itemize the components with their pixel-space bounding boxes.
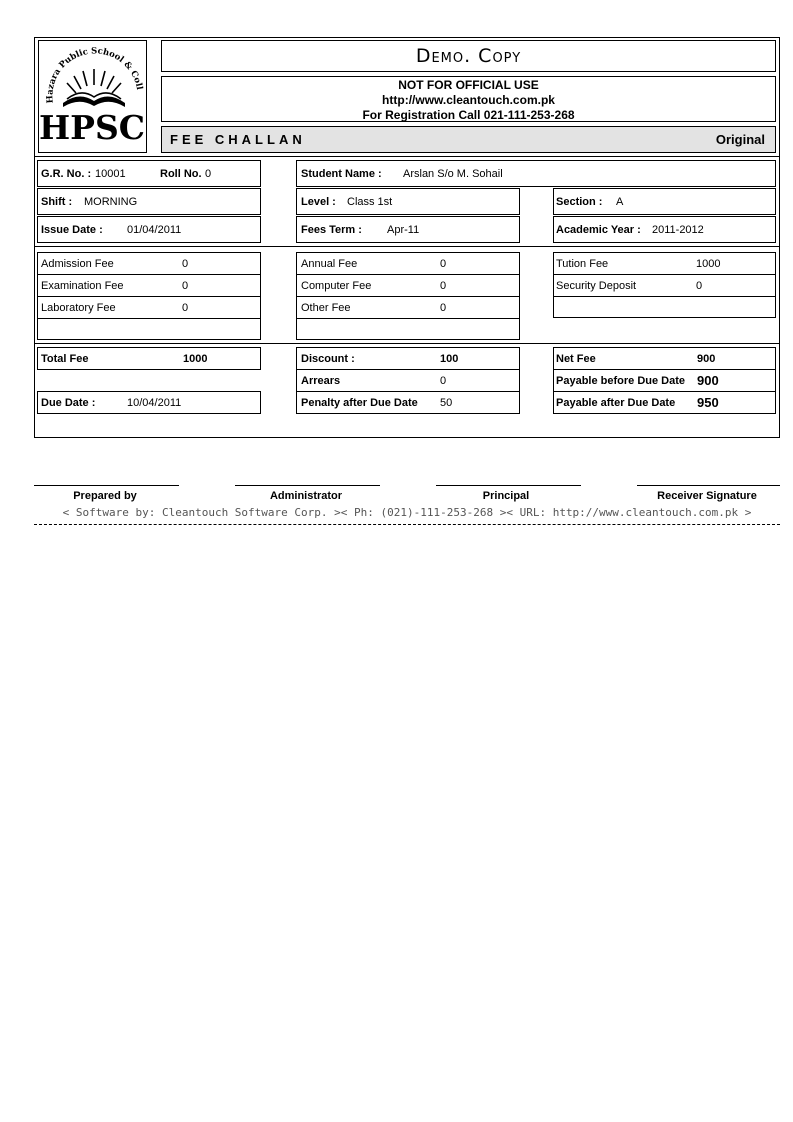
total-fee-label: Total Fee: [41, 352, 89, 365]
fee-value: 0: [696, 279, 703, 292]
academic-year-label: Academic Year :: [556, 223, 641, 236]
penalty-value: 50: [440, 396, 453, 409]
receiver-signature-line: [637, 485, 780, 486]
registration-phone: For Registration Call 021-111-253-268: [362, 108, 575, 122]
due-date-label: Due Date :: [41, 396, 96, 409]
penalty-label: Penalty after Due Date: [301, 396, 418, 409]
issue-date-label: Issue Date :: [41, 223, 103, 236]
gr-roll-box: [37, 160, 261, 187]
arrears-row: [297, 370, 519, 392]
fee-label: Tution Fee: [556, 257, 609, 270]
administrator-line: [235, 485, 380, 486]
prepared-by-line: [34, 485, 179, 486]
fee-label: Other Fee: [301, 301, 351, 314]
cut-line: [34, 524, 780, 525]
demo-copy-title: Demo. Copy: [415, 45, 522, 67]
logo-arc-text: Hazara Public School & Coll: [45, 46, 145, 104]
fee-column-2: [296, 252, 520, 340]
software-footer: < Software by: Cleantouch Software Corp. >< Ph: (021)-111-253-268 >< URL: http://www.cleantouch.com.pk >: [62, 506, 752, 519]
section-value: A: [616, 195, 624, 208]
fee-row: [297, 319, 519, 341]
due-date-value: 10/04/2011: [127, 396, 182, 409]
fee-row: [554, 297, 775, 319]
discount-block: [296, 347, 520, 414]
penalty-row: [297, 392, 519, 413]
fee-label: Security Deposit: [556, 279, 637, 292]
fee-label: Computer Fee: [301, 279, 372, 292]
student-name-label: Student Name :: [301, 167, 382, 180]
academic-year-box: [553, 216, 776, 243]
fee-row: [297, 275, 519, 297]
shift-label: Shift :: [41, 195, 73, 208]
prepared-by-label: Prepared by: [73, 490, 137, 502]
net-fee-block: [553, 347, 776, 414]
total-fee-box: [37, 347, 261, 370]
fee-label: Examination Fee: [41, 279, 124, 292]
due-date-box: [37, 391, 261, 414]
svg-text:Hazara Public School & College: [39, 41, 144, 104]
arrears-label: Arrears: [301, 374, 341, 387]
notice-box: [161, 76, 776, 122]
administrator-label: Administrator: [269, 490, 343, 502]
payable-after-row: [554, 392, 775, 413]
school-logo: [38, 40, 147, 153]
section-divider: [34, 246, 780, 247]
payable-before-value: 900: [697, 373, 719, 388]
fee-value: 1000: [696, 257, 721, 270]
issue-date-value: 01/04/2011: [127, 223, 182, 236]
fee-value: 0: [440, 301, 447, 314]
fee-row: [38, 319, 260, 341]
shift-value: MORNING: [84, 195, 138, 208]
net-fee-value: 900: [697, 352, 716, 365]
arrears-value: 0: [440, 374, 447, 387]
fee-label: Annual Fee: [301, 257, 358, 270]
fee-value: 0: [440, 279, 447, 292]
payable-after-label: Payable after Due Date: [556, 396, 676, 409]
fee-row: [297, 297, 519, 319]
receiver-signature-label: Receiver Signature: [657, 490, 757, 502]
fee-row: [38, 253, 260, 275]
copy-type: Original: [715, 132, 765, 147]
payable-after-value: 950: [697, 395, 719, 410]
payable-before-label: Payable before Due Date: [556, 374, 685, 387]
payable-before-row: [554, 370, 775, 392]
student-name-box: [296, 160, 776, 187]
gr-no-value: 10001: [95, 167, 126, 180]
fee-row: [554, 275, 775, 297]
section-label: Section :: [556, 195, 603, 208]
level-label: Level :: [301, 195, 336, 208]
student-name-value: Arslan S/o M. Sohail: [403, 167, 503, 180]
fees-term-value: Apr-11: [387, 223, 420, 236]
fee-column-1: [37, 252, 261, 340]
fee-row: [297, 253, 519, 275]
level-box: [296, 188, 520, 215]
fee-label: Admission Fee: [41, 257, 114, 270]
fee-row: [38, 275, 260, 297]
challan-title: FEE CHALLAN: [170, 132, 306, 147]
fee-row: [38, 297, 260, 319]
discount-row: [297, 348, 519, 370]
roll-no-value: 0: [205, 167, 212, 180]
fees-term-box: [296, 216, 520, 243]
header-divider: [34, 156, 780, 157]
challan-title-bar: [161, 126, 776, 153]
discount-value: 100: [440, 352, 459, 365]
fee-value: 0: [182, 279, 189, 292]
shift-box: [37, 188, 261, 215]
fee-row: [554, 253, 775, 275]
logo-monogram: HPSC: [39, 108, 146, 147]
fee-value: 0: [440, 257, 447, 270]
totals-divider: [34, 343, 780, 344]
section-box: [553, 188, 776, 215]
issue-date-box: [37, 216, 261, 243]
net-fee-label: Net Fee: [556, 352, 596, 365]
academic-year-value: 2011-2012: [652, 223, 704, 236]
principal-line: [436, 485, 581, 486]
discount-label: Discount :: [301, 352, 355, 365]
fee-column-3: [553, 252, 776, 318]
gr-no-label: G.R. No. :: [41, 167, 92, 180]
principal-label: Principal: [482, 490, 530, 502]
fees-term-label: Fees Term :: [301, 223, 362, 236]
roll-no-label: Roll No.: [160, 167, 202, 180]
website-url: http://www.cleantouch.com.pk: [382, 93, 555, 107]
level-value: Class 1st: [347, 195, 393, 208]
logo-emblem: [39, 41, 146, 152]
fee-value: 0: [182, 301, 189, 314]
notice-line-1: NOT FOR OFFICIAL USE: [398, 78, 539, 92]
fee-label: Laboratory Fee: [41, 301, 116, 314]
net-fee-row: [554, 348, 775, 370]
total-fee-value: 1000: [183, 352, 208, 365]
demo-copy-box: [161, 40, 776, 72]
fee-value: 0: [182, 257, 189, 270]
